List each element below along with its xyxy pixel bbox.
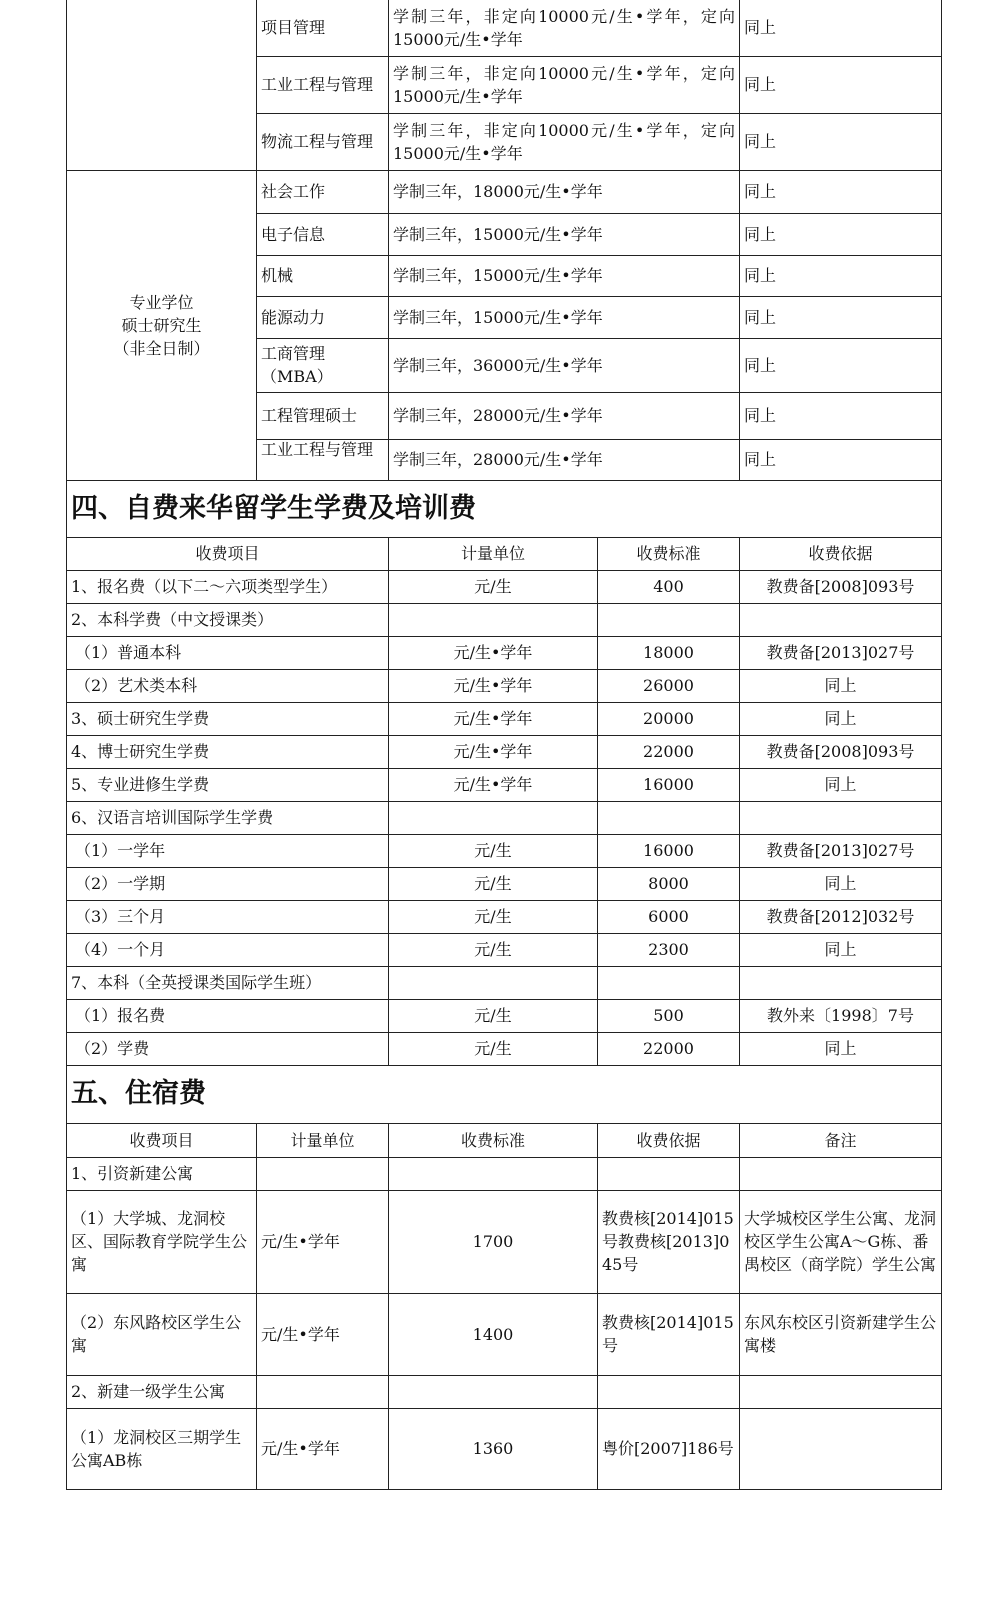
fee-basis: 同上 [740, 702, 942, 735]
program-name: 工商管理（MBA） [257, 338, 389, 392]
empty-cell [740, 1157, 942, 1190]
program-name: 工业工程与管理 [257, 439, 389, 480]
fee-unit [389, 801, 598, 834]
program-fee-desc: 学制三年，15000元/生•学年 [389, 296, 740, 338]
dorm-fee: 1400 [389, 1293, 598, 1375]
program-fee-desc: 学制三年，15000元/生•学年 [389, 213, 740, 255]
fee-amount: 20000 [598, 702, 740, 735]
fee-unit [389, 603, 598, 636]
empty-cell [257, 1375, 389, 1408]
group-label-line: 硕士研究生 [121, 315, 202, 335]
dorm-fee: 1360 [389, 1408, 598, 1489]
group-label-parttime [67, 170, 257, 480]
fee-basis [740, 603, 942, 636]
fee-amount: 6000 [598, 900, 740, 933]
fee-amount [598, 966, 740, 999]
program-name: 机械 [257, 255, 389, 296]
program-basis: 同上 [740, 113, 942, 170]
section-4-title: 四、自费来华留学生学费及培训费 [67, 480, 942, 537]
program-fee-desc: 学制三年，28000元/生•学年 [389, 392, 740, 439]
dorm-basis: 粤价[2007]186号 [598, 1408, 740, 1489]
fee-item: （2）艺术类本科 [67, 669, 389, 702]
fee-unit: 元/生 [389, 867, 598, 900]
section-5-title: 五、住宿费 [67, 1065, 942, 1123]
col-header-basis: 收费依据 [598, 1123, 740, 1157]
empty-cell [598, 1375, 740, 1408]
program-fee-desc: 学制三年，28000元/生•学年 [389, 439, 740, 480]
fee-item: 1、报名费（以下二～六项类型学生） [67, 570, 389, 603]
program-fee-desc: 学制三年，15000元/生•学年 [389, 255, 740, 296]
fee-item: （2）学费 [67, 1032, 389, 1065]
fee-amount: 18000 [598, 636, 740, 669]
fee-item: 2、本科学费（中文授课类） [67, 603, 389, 636]
col-header-unit: 计量单位 [389, 537, 598, 570]
program-name: 工业工程与管理 [257, 56, 389, 113]
fee-item: 3、硕士研究生学费 [67, 702, 389, 735]
col-header-note: 备注 [740, 1123, 942, 1157]
fee-basis [740, 966, 942, 999]
fee-sheet [66, 0, 941, 1490]
fee-amount: 16000 [598, 834, 740, 867]
fee-amount: 8000 [598, 867, 740, 900]
fee-item: 4、博士研究生学费 [67, 735, 389, 768]
fee-amount: 16000 [598, 768, 740, 801]
fee-basis: 同上 [740, 669, 942, 702]
program-name: 项目管理 [257, 0, 389, 56]
fee-unit: 元/生•学年 [389, 702, 598, 735]
fee-amount: 22000 [598, 1032, 740, 1065]
group-label-prev [67, 0, 257, 170]
fee-basis: 教费备[2013]027号 [740, 834, 942, 867]
fee-unit: 元/生•学年 [389, 735, 598, 768]
fee-unit: 元/生 [389, 1032, 598, 1065]
fee-table [66, 0, 942, 1490]
fee-amount [598, 603, 740, 636]
fee-basis: 教外来〔1998〕7号 [740, 999, 942, 1032]
program-name: 电子信息 [257, 213, 389, 255]
program-basis: 同上 [740, 0, 942, 56]
program-basis: 同上 [740, 338, 942, 392]
dorm-basis: 教费核[2014]015号 [598, 1293, 740, 1375]
col-header-item: 收费项目 [67, 537, 389, 570]
program-fee-desc: 学制三年，非定向10000元/生•学年，定向15000元/生•学年 [389, 56, 740, 113]
fee-basis: 教费备[2012]032号 [740, 900, 942, 933]
empty-cell [740, 1375, 942, 1408]
fee-amount: 26000 [598, 669, 740, 702]
fee-amount: 22000 [598, 735, 740, 768]
program-fee-desc: 学制三年，非定向10000元/生•学年，定向15000元/生•学年 [389, 0, 740, 56]
program-basis: 同上 [740, 56, 942, 113]
fee-amount [598, 801, 740, 834]
fee-unit: 元/生•学年 [389, 669, 598, 702]
fee-item: （4）一个月 [67, 933, 389, 966]
dorm-item: （1）大学城、龙洞校区、国际教育学院学生公寓 [67, 1190, 257, 1293]
fee-item: （1）普通本科 [67, 636, 389, 669]
fee-item: （3）三个月 [67, 900, 389, 933]
program-name: 能源动力 [257, 296, 389, 338]
dorm-category: 1、引资新建公寓 [67, 1157, 257, 1190]
fee-basis: 教费备[2013]027号 [740, 636, 942, 669]
fee-basis: 同上 [740, 768, 942, 801]
program-basis: 同上 [740, 392, 942, 439]
fee-basis [740, 801, 942, 834]
fee-item: （1）一学年 [67, 834, 389, 867]
fee-basis: 教费备[2008]093号 [740, 570, 942, 603]
dorm-note [740, 1408, 942, 1489]
col-header-basis: 收费依据 [740, 537, 942, 570]
fee-unit: 元/生•学年 [389, 768, 598, 801]
empty-cell [389, 1157, 598, 1190]
program-fee-desc: 学制三年，18000元/生•学年 [389, 170, 740, 213]
fee-basis: 教费备[2008]093号 [740, 735, 942, 768]
program-basis: 同上 [740, 255, 942, 296]
program-basis: 同上 [740, 213, 942, 255]
fee-basis: 同上 [740, 933, 942, 966]
fee-item: 7、本科（全英授课类国际学生班） [67, 966, 389, 999]
dorm-note: 大学城校区学生公寓、龙洞校区学生公寓A～G栋、番禺校区（商学院）学生公寓 [740, 1190, 942, 1293]
program-fee-desc: 学制三年，36000元/生•学年 [389, 338, 740, 392]
fee-item: （1）报名费 [67, 999, 389, 1032]
dorm-item: （2）东风路校区学生公寓 [67, 1293, 257, 1375]
dorm-note: 东风东校区引资新建学生公寓楼 [740, 1293, 942, 1375]
fee-amount: 500 [598, 999, 740, 1032]
fee-amount: 2300 [598, 933, 740, 966]
dorm-unit: 元/生•学年 [257, 1190, 389, 1293]
fee-basis: 同上 [740, 1032, 942, 1065]
fee-unit: 元/生•学年 [389, 636, 598, 669]
program-basis: 同上 [740, 170, 942, 213]
col-header-fee: 收费标准 [389, 1123, 598, 1157]
program-fee-desc: 学制三年，非定向10000元/生•学年，定向15000元/生•学年 [389, 113, 740, 170]
group-label-line: 专业学位 [129, 292, 194, 312]
fee-unit: 元/生 [389, 570, 598, 603]
program-basis: 同上 [740, 439, 942, 480]
dorm-unit: 元/生•学年 [257, 1293, 389, 1375]
col-header-unit: 计量单位 [257, 1123, 389, 1157]
empty-cell [389, 1375, 598, 1408]
fee-unit [389, 966, 598, 999]
fee-unit: 元/生 [389, 933, 598, 966]
col-header-item: 收费项目 [67, 1123, 257, 1157]
fee-basis: 同上 [740, 867, 942, 900]
group-label-line: （非全日制） [113, 338, 210, 358]
program-name: 社会工作 [257, 170, 389, 213]
program-basis: 同上 [740, 296, 942, 338]
fee-unit: 元/生 [389, 834, 598, 867]
fee-item: 5、专业进修生学费 [67, 768, 389, 801]
dorm-item: （1）龙洞校区三期学生公寓AB栋 [67, 1408, 257, 1489]
fee-unit: 元/生 [389, 900, 598, 933]
dorm-basis: 教费核[2014]015号教费核[2013]045号 [598, 1190, 740, 1293]
fee-unit: 元/生 [389, 999, 598, 1032]
fee-amount: 400 [598, 570, 740, 603]
dorm-category: 2、新建一级学生公寓 [67, 1375, 257, 1408]
dorm-unit: 元/生•学年 [257, 1408, 389, 1489]
dorm-fee: 1700 [389, 1190, 598, 1293]
fee-item: （2）一学期 [67, 867, 389, 900]
program-name: 工程管理硕士 [257, 392, 389, 439]
fee-item: 6、汉语言培训国际学生学费 [67, 801, 389, 834]
empty-cell [598, 1157, 740, 1190]
program-name: 物流工程与管理 [257, 113, 389, 170]
col-header-fee: 收费标准 [598, 537, 740, 570]
empty-cell [257, 1157, 389, 1190]
